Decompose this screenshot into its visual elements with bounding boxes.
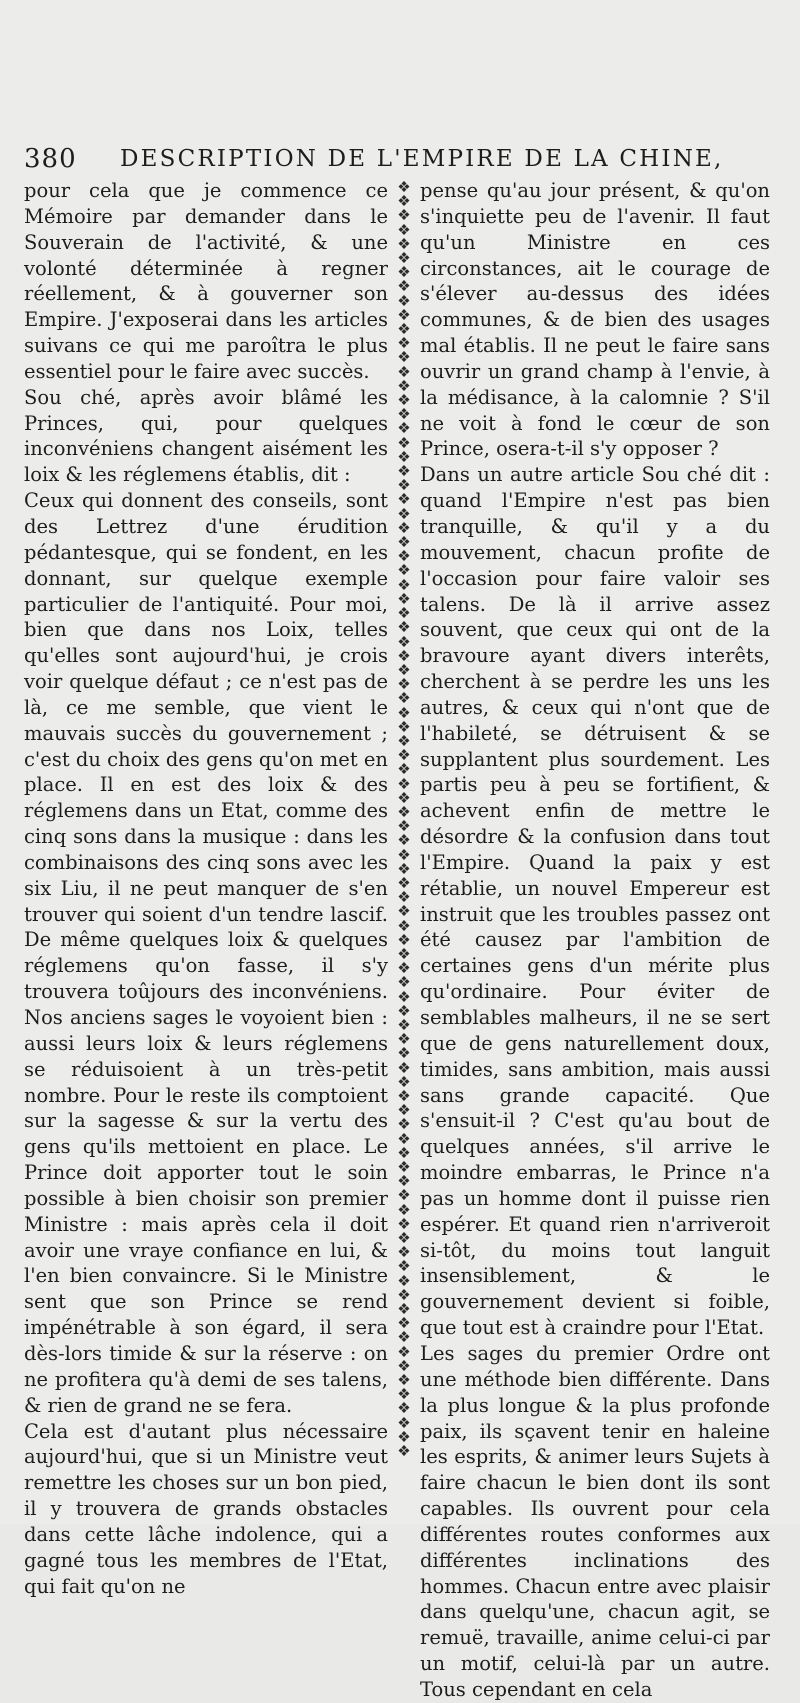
paragraph: Cela est d'autant plus nécessaire aujourd'hui, que si un Ministre veut remettre les choses sur un bon pied, il y trouvera de grands obstacles dans cette lâche indolence, qui a gagné tous les membres de l'Etat, qui fait qu'on ne: [24, 1419, 388, 1598]
paragraph: Les sages du premier Ordre ont une méthode bien différente. Dans la plus longue & la plus profonde paix, ils sçavent tenir en haleine les esprits, & animer leurs Sujets à faire chacun le bien dont ils sont capables. Ils ouvrent pour cela différentes routes conformes aux différentes inclinations des hommes. Chacun entre avec plaisir dans quelqu'une, chacun agit, se remuë, travaille, anime celui-ci par un motif, celui-là par un autre. Tous cependant en cela: [420, 1341, 770, 1701]
column-ornament-divider: ❖ ❖ ❖ ❖ ❖ ❖ ❖ ❖ ❖ ❖ ❖ ❖ ❖ ❖ ❖ ❖ ❖ ❖ ❖ ❖ ❖ ❖ ❖ ❖ ❖ ❖ ❖ ❖ ❖ ❖ ❖ ❖ ❖ ❖ ❖ ❖ ❖ ❖ ❖ ❖ ❖ ❖ ❖ ❖ ❖ ❖ ❖ ❖ ❖ ❖ ❖ ❖ ❖ ❖ ❖ ❖ ❖ ❖ ❖ ❖ ❖ ❖ ❖ ❖ ❖ ❖ ❖ ❖ ❖ ❖ ❖ ❖ ❖ ❖ ❖ ❖ ❖ ❖ ❖ ❖ ❖ ❖ ❖ ❖ ❖ ❖ ❖ ❖ ❖ ❖: [397, 178, 411, 1461]
paragraph: pense qu'au jour présent, & qu'on s'inquiette peu de l'avenir. Il faut qu'un Ministre en ces circonstances, ait le courage de s'élever au-dessus des idées communes, & de bien des usages mal établis. Il ne peut le faire sans ouvrir un grand champ à l'envie, à la médisance, à la calomnie ? S'il ne voit à fond le cœur de son Prince, osera-t-il s'y opposer ?: [420, 179, 770, 461]
right-column: [420, 178, 770, 1701]
paragraph: pour cela que je commence ce Mémoire par demander dans le Souverain de l'activité, & une volonté déterminée à regner réellement, & à gouverner son Empire. J'exposerai dans les articles suivans ce qui me paroîtra le plus essentiel pour le faire avec succès.: [24, 179, 388, 383]
running-head: [24, 140, 784, 176]
page-number: 380: [24, 144, 77, 174]
paragraph: Dans un autre article Sou ché dit : quand l'Empire n'est pas bien tranquille, & qu'il y a du mouvement, chacun profite de l'occasion pour faire valoir ses talens. De là il arrive assez souvent, que ceux qui ont de la bravoure ayant divers interêts, cherchent à se perdre les uns les autres, & ceux qui n'ont que de l'habileté, se détruisent & se supplantent plus sourdement. Les partis peu à peu se fortifient, & achevent enfin de mettre le désordre & la confusion dans tout l'Empire. Quand la paix y est rétablie, un nouvel Empereur est instruit que les troubles passez ont été causez par l'ambition de certaines gens d'un mérite plus qu'ordinaire. Pour éviter de semblables malheurs, il ne se sert que de gens naturellement doux, timides, sans ambition, mais aussi sans grande capacité. Que s'ensuit-il ? C'est qu'au bout de quelques années, s'il arrive le moindre embarras, le Prince n'a pas un homme dont il puisse rien espérer. Et quand rien n'arriveroit si-tôt, du moins tout languit insensiblement, & le gouvernement devient si foible, que tout est à craindre pour l'Etat.: [420, 463, 770, 1340]
left-column: [24, 178, 388, 1598]
page-title: DESCRIPTION DE L'EMPIRE DE LA CHINE,: [120, 146, 724, 172]
paragraph: Ceux qui donnent des conseils, sont des Lettrez d'une érudition pédantesque, qui se fondent, en les donnant, sur quelque exemple particulier de l'antiquité. Pour moi, bien que dans nos Loix, telles qu'elles sont aujourd'hui, je crois voir quelque défaut ; ce n'est pas de là, ce me semble, que vient le mauvais succès du gouvernement ; c'est du choix des gens qu'on met en place. Il en est des loix & des réglemens dans un Etat, comme des cinq sons dans la musique : dans les combinaisons des cinq sons avec les six Liu, il ne peut manquer de s'en trouver qui soient d'un tendre lascif. De même quelques loix & quelques réglemens qu'on fasse, il s'y trouvera toûjours des inconvéniens. Nos anciens sages le voyoient bien : aussi leurs loix & leurs réglemens se réduisoient à un très-petit nombre. Pour le reste ils comptoient sur la sagesse & sur la vertu des gens qu'ils mettoient en place. Le Prince doit apporter tout le soin possible à bien choisir son premier Ministre : mais après cela il doit avoir une vraye confiance en lui, & l'en bien convaincre. Si le Ministre sent que son Prince se rend impénétrable à son égard, il sera dès-lors timide & sur la réserve : on ne profitera qu'à demi de ses talens, & rien de grand ne se fera.: [24, 489, 388, 1417]
paragraph: Sou ché, après avoir blâmé les Princes, qui, pour quelques inconvéniens changent aisément les loix & les réglemens établis, dit :: [24, 385, 388, 487]
